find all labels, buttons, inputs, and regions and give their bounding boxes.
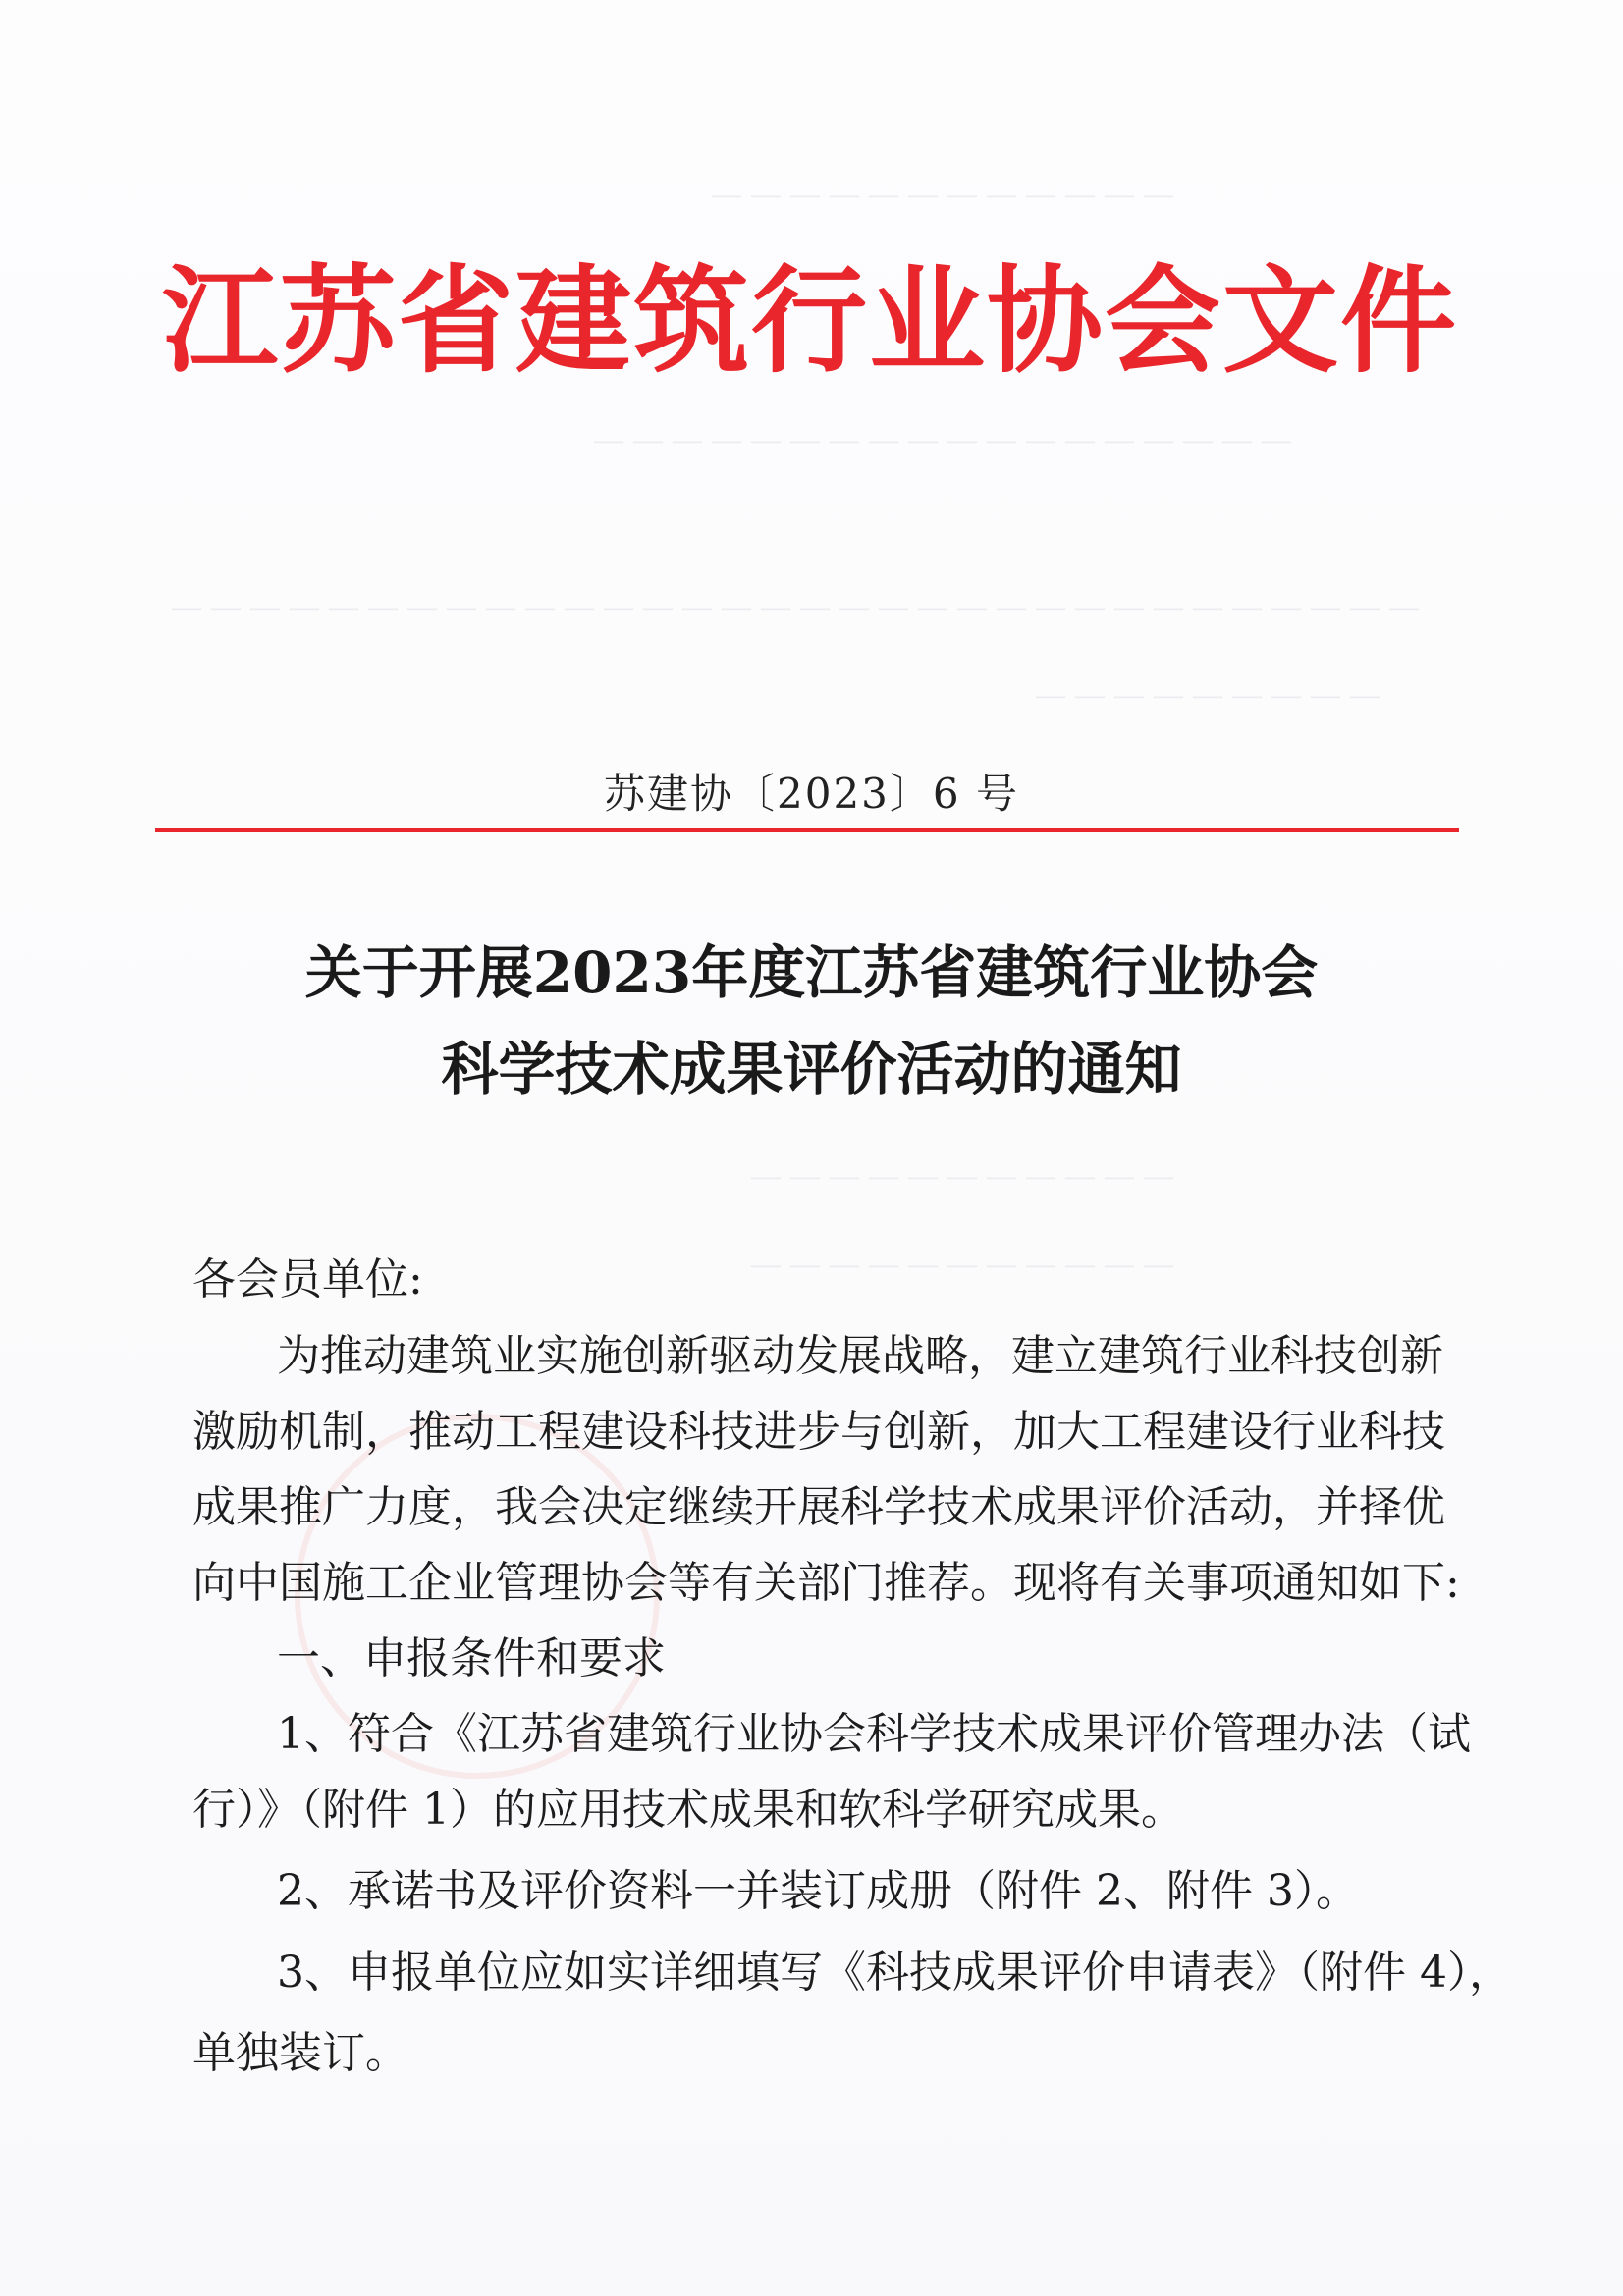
- list-item-line: 1、符合《江苏省建筑行业协会科学技术成果评价管理办法（试: [277, 1709, 1471, 1759]
- bleed-through-text: －－－－－－－－－－－: [746, 1157, 1178, 1202]
- red-separator-line: [155, 828, 1459, 832]
- org-header-title: 江苏省建筑行业协会文件: [161, 252, 1458, 389]
- paragraph-line: 向中国施工企业管理协会等有关部门推荐。现将有关事项通知如下:: [192, 1558, 1460, 1608]
- document-number: 苏建协〔2023〕6 号: [604, 770, 1019, 818]
- bleed-through-text: －－－－－－－－－: [1031, 676, 1384, 721]
- bleed-through-text: －－－－－－－－－－－－－－－－－－: [589, 421, 1296, 466]
- notice-title-line1: 关于开展2023年度江苏省建筑行业协会: [304, 939, 1319, 1006]
- section-heading: 一、申报条件和要求: [277, 1633, 666, 1683]
- bleed-through-text: －－－－－－－－－－－: [746, 1246, 1178, 1291]
- paragraph-line: 成果推广力度，我会决定继续开展科学技术成果评价活动，并择优: [192, 1482, 1445, 1532]
- list-item-line: 3、申报单位应如实详细填写《科技成果评价申请表》（附件 4），: [277, 1948, 1512, 1998]
- list-item-line: 行）》（附件 1）的应用技术成果和软科学研究成果。: [192, 1785, 1184, 1835]
- notice-title-line2: 科学技术成果评价活动的通知: [441, 1036, 1182, 1102]
- paragraph-line: 为推动建筑业实施创新驱动发展战略，建立建筑行业科技创新: [277, 1331, 1443, 1381]
- bleed-through-text: －－－－－－－－－－－－: [707, 176, 1178, 221]
- salutation: 各会员单位:: [192, 1255, 423, 1305]
- list-item-line: 单独装订。: [192, 2028, 408, 2078]
- list-item-line: 2、承诺书及评价资料一并装订成册（附件 2、附件 3）。: [277, 1866, 1359, 1916]
- paragraph-line: 激励机制，推动工程建设科技进步与创新，加大工程建设行业科技: [192, 1407, 1445, 1457]
- bleed-through-text: －－－－－－－－－－－－－－－－－－－－－－－－－－－－－－－－: [167, 588, 1424, 633]
